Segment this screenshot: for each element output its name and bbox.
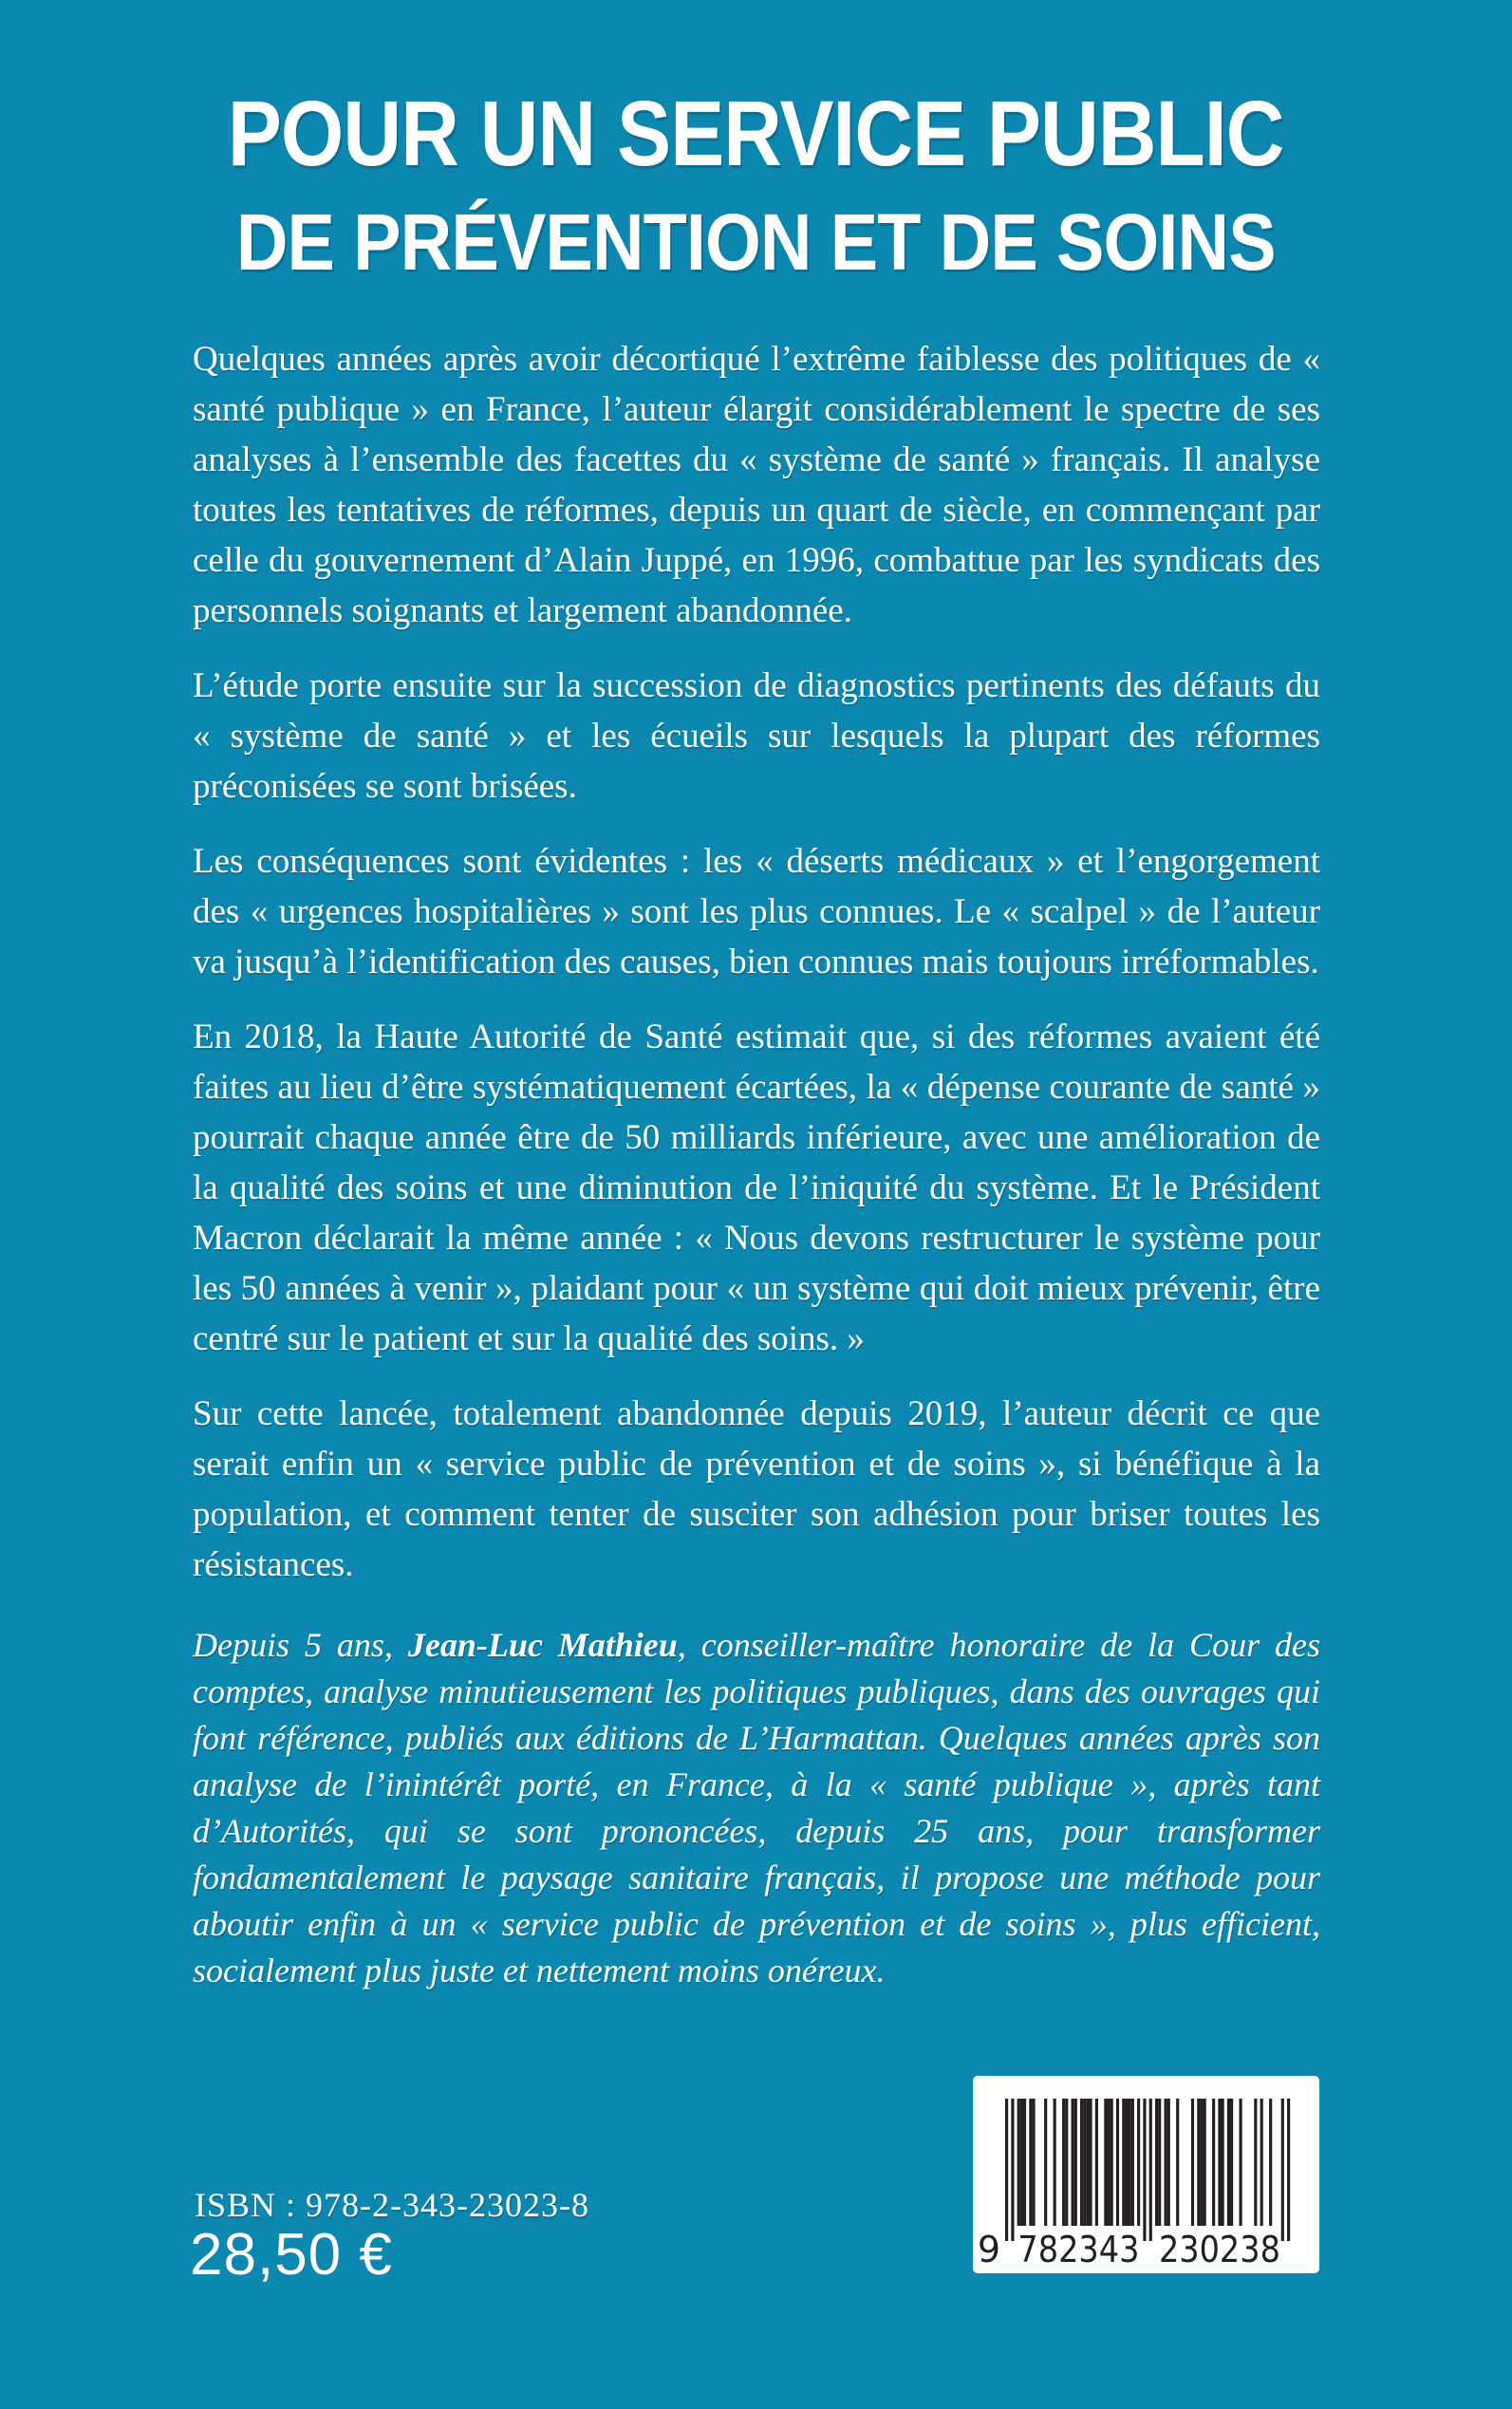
svg-text:9: 9: [977, 2229, 1001, 2270]
author-bio-prefix: Depuis 5 ans,: [193, 1626, 408, 1664]
ean13-barcode: [973, 2076, 1319, 2273]
author-name: Jean-Luc Mathieu: [407, 1626, 678, 1664]
svg-text:230238: 230238: [1158, 2229, 1280, 2270]
svg-text:782343: 782343: [1017, 2229, 1140, 2270]
barcode-svg: [973, 2076, 1319, 2273]
book-title-line2: DE PRÉVENTION ET DE SOINS: [236, 197, 1276, 287]
paragraph-summary-1: Quelques années après avoir décortiqué l’extrême faiblesse des politiques de « santé publique » en France, l’auteur élargit considérablement le spectre de ses analyses à l’ensemble des facettes du « système de santé » français. Il analyse toutes les tentatives de réformes, depuis un quart de siècle, en commençant par celle du gouvernement d’Alain Juppé, en 1996, combattue par les syndicats des personnels soignants et largement abandonnée.: [193, 340, 1320, 630]
paragraph-summary-3: Les conséquences sont évidentes : les « déserts médicaux » et l’engorgement des « urgences hospitalières » sont les plus connues. Le « scalpel » de l’auteur va jusqu’à l’identification des causes, bien connues mais toujours irréformables.: [193, 842, 1320, 981]
author-bio-rest: , conseiller-maître honoraire de la Cour des comptes, analyse minutieusement les politiques publiques, dans des ouvrages qui font référence, publiés aux éditions de L’Harmattan. Quelques années après son analyse de l’inintérêt porté, en France, à la « santé publique », après tant d’Autorités, qui se sont prononcées, depuis 25 ans, pour transformer fondamentalement le paysage sanitaire français, il propose une méthode pour aboutir enfin à un « service public de prévention et de soins », plus efficient, socialement plus juste et nettement moins onéreux.: [193, 1626, 1321, 1989]
price-text: 28,50 €: [190, 2222, 393, 2288]
back-cover-text: [193, 334, 1320, 2019]
isbn-text: ISBN : 978-2-343-23023-8: [195, 2186, 589, 2224]
author-bio: [193, 1622, 1320, 1994]
paragraph-summary-2: L’étude porte ensuite sur la succession de diagnostics pertinents des défauts du « système de santé » et les écueils sur lesquels la plupart des réformes préconisées se sont brisées.: [193, 666, 1320, 806]
book-title-line1: POUR UN SERVICE PUBLIC: [228, 82, 1284, 185]
paragraph-summary-5: Sur cette lancée, totalement abandonnée depuis 2019, l’auteur décrit ce que serait enfin un « service public de prévention et de soins », si bénéfique à la population, et comment tenter de susciter son adhésion pour briser toutes les résistances.: [193, 1394, 1320, 1584]
paragraph-summary-4: En 2018, la Haute Autorité de Santé estimait que, si des réformes avaient été faites au lieu d’être systématiquement écartées, la « dépense courante de santé » pourrait chaque année être de 50 milliards inférieure, avec une amélioration de la qualité des soins et une diminution de l’iniquité du système. Et le Président Macron déclarait la même année : « Nous devons restructurer le système pour les 50 années à venir », plaidant pour « un système qui doit mieux prévenir, être centré sur le patient et sur la qualité des soins. »: [193, 1018, 1320, 1358]
book-title: [0, 82, 1512, 287]
